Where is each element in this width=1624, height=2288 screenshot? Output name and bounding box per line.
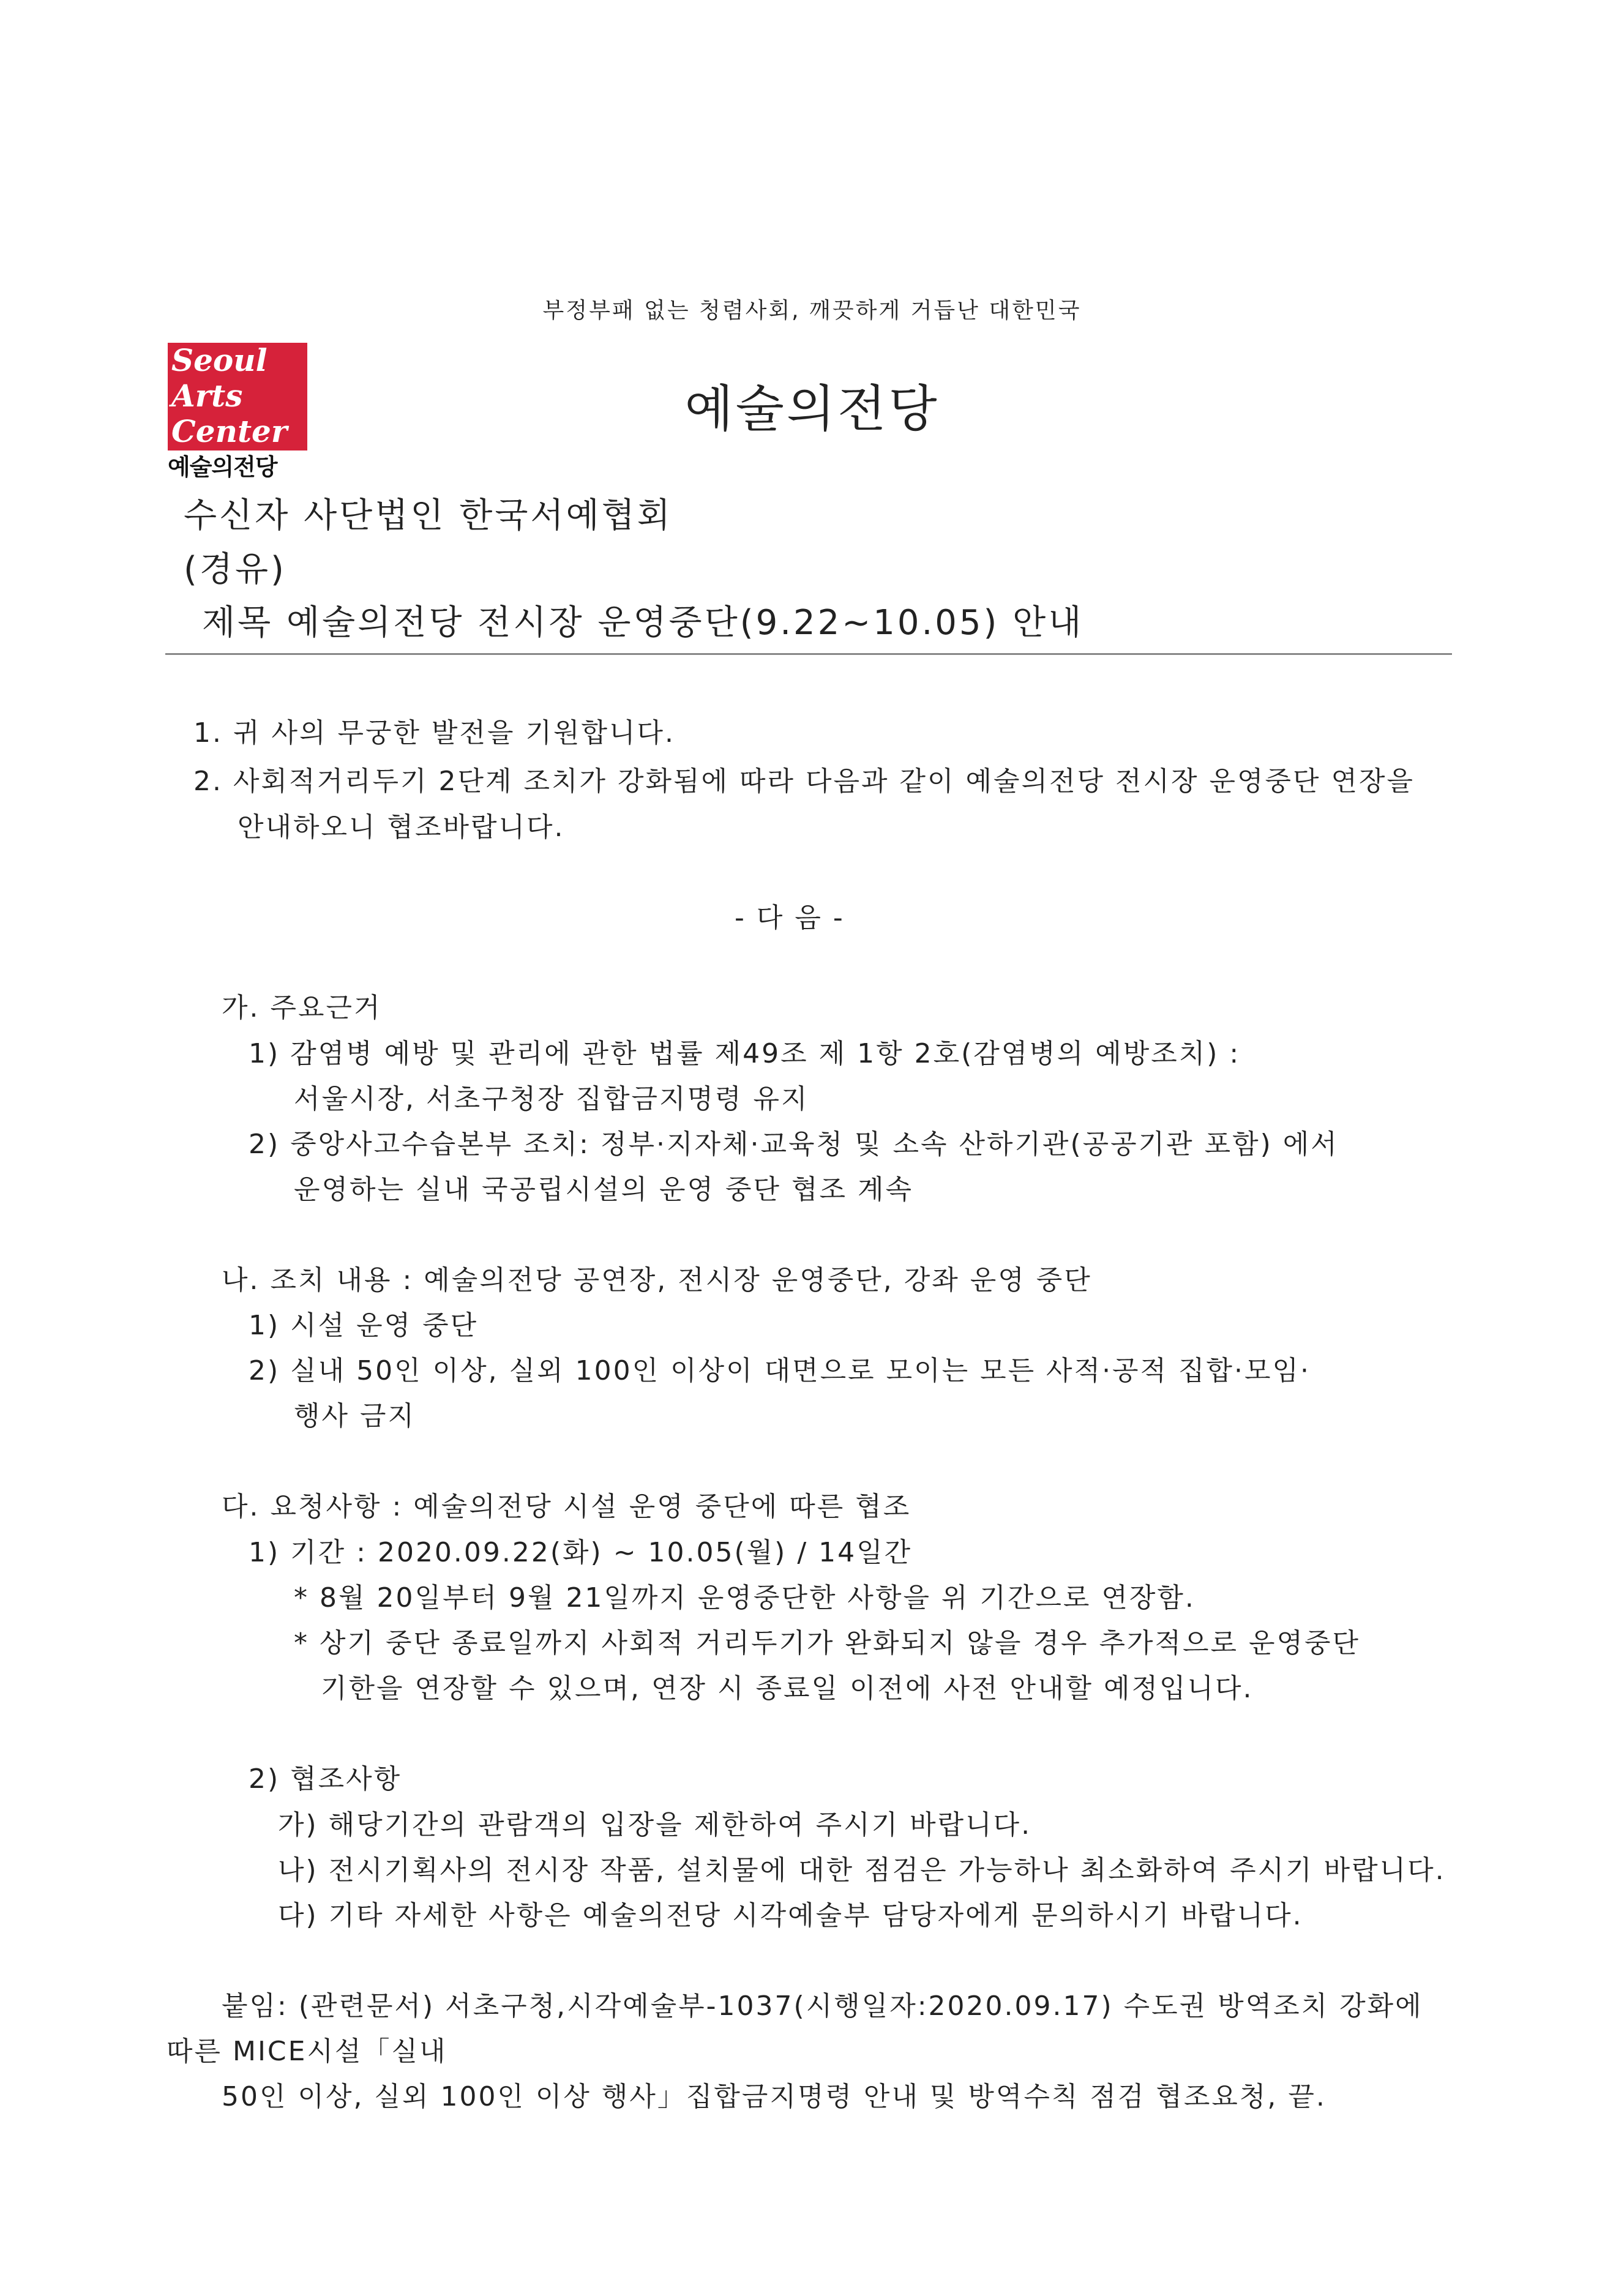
- para-1: 1. 귀 사의 무궁한 발전을 기원합니다.: [193, 717, 675, 749]
- item-da-1-note-2-line-2: 기한을 연장할 수 있으며, 연장 시 종료일 이전에 사전 안내할 예정입니다.: [321, 1673, 1254, 1704]
- para-2-line-1: 2. 사회적거리두기 2단계 조치가 강화됨에 따라 다음과 같이 예술의전당 전시장 운영중단 연장을: [193, 766, 1415, 797]
- item-ga-2-line-2: 운영하는 실내 국공립시설의 운영 중단 협조 계속: [294, 1174, 913, 1205]
- item-na: 나. 조치 내용 : 예술의전당 공연장, 전시장 운영중단, 강좌 운영 중단: [222, 1265, 1092, 1296]
- item-ga-1-line-1: 1) 감염병 예방 및 관리에 관한 법률 제49조 제 1항 2호(감염병의 예방조치) :: [249, 1038, 1241, 1069]
- slogan: 부정부패 없는 청렴사회, 깨끗하게 거듭난 대한민국: [542, 298, 1082, 323]
- item-da-2: 2) 협조사항: [249, 1763, 402, 1795]
- attachment-line-3: 50인 이상, 실외 100인 이상 행사」집합금지명령 안내 및 방역수칙 점검 협조요청, 끝.: [222, 2081, 1327, 2112]
- item-na-1: 1) 시설 운영 중단: [249, 1310, 479, 1341]
- section-heading: - 다 음 -: [735, 902, 845, 933]
- org-title: 예술의전당: [684, 380, 940, 438]
- header-divider: [165, 653, 1452, 655]
- recipient-line: 수신자 사단법인 한국서예협회: [184, 496, 673, 536]
- item-da-1-note-2-line-1: * 상기 중단 종료일까지 사회적 거리두기가 완화되지 않을 경우 추가적으로 운영중단: [294, 1628, 1360, 1659]
- logo-line-3: Center: [171, 413, 288, 449]
- item-da: 다. 요청사항 : 예술의전당 시설 운영 중단에 따른 협조: [222, 1491, 911, 1522]
- logo-korean: 예술의전당: [168, 454, 277, 480]
- item-da-1: 1) 기간 : 2020.09.22(화) ~ 10.05(월) / 14일간: [249, 1537, 913, 1568]
- item-na-2-line-2: 행사 금지: [294, 1400, 416, 1432]
- item-ga-1-line-2: 서울시장, 서초구청장 집합금지명령 유지: [294, 1083, 809, 1115]
- item-ga: 가. 주요근거: [222, 992, 382, 1023]
- logo-line-2: Arts: [171, 378, 243, 414]
- via-line: (경유): [184, 550, 286, 589]
- logo-line-1: Seoul: [171, 343, 268, 378]
- item-da-2-ga: 가) 해당기간의 관람객의 입장을 제한하여 주시기 바랍니다.: [278, 1809, 1032, 1841]
- attachment-line-2: 따른 MICE시설「실내: [167, 2036, 447, 2067]
- item-da-2-na: 나) 전시기획사의 전시장 작품, 설치물에 대한 점검은 가능하나 최소화하여 주시기 바랍니다.: [278, 1855, 1446, 1886]
- item-na-2-line-1: 2) 실내 50인 이상, 실외 100인 이상이 대면으로 모이는 모든 사적·공적 집합·모임·: [249, 1355, 1311, 1386]
- item-ga-2-line-1: 2) 중앙사고수습본부 조치: 정부·지자체·교육청 및 소속 산하기관(공공기관 포함) 에서: [249, 1129, 1339, 1160]
- para-2-line-2: 안내하오니 협조바랍니다.: [238, 812, 565, 843]
- item-da-2-da: 다) 기타 자세한 사항은 예술의전당 시각예술부 담당자에게 문의하시기 바랍니다.: [278, 1900, 1303, 1931]
- item-da-1-note-1: * 8월 20일부터 9월 21일까지 운영중단한 사항을 위 기간으로 연장함.: [294, 1582, 1196, 1613]
- subject-line: 제목 예술의전당 전시장 운영중단(9.22~10.05) 안내: [202, 603, 1084, 643]
- attachment-line-1: 붙임: (관련문서) 서초구청,시각예술부-1037(시행일자:2020.09.17) 수도권 방역조치 강화에: [222, 1991, 1423, 2022]
